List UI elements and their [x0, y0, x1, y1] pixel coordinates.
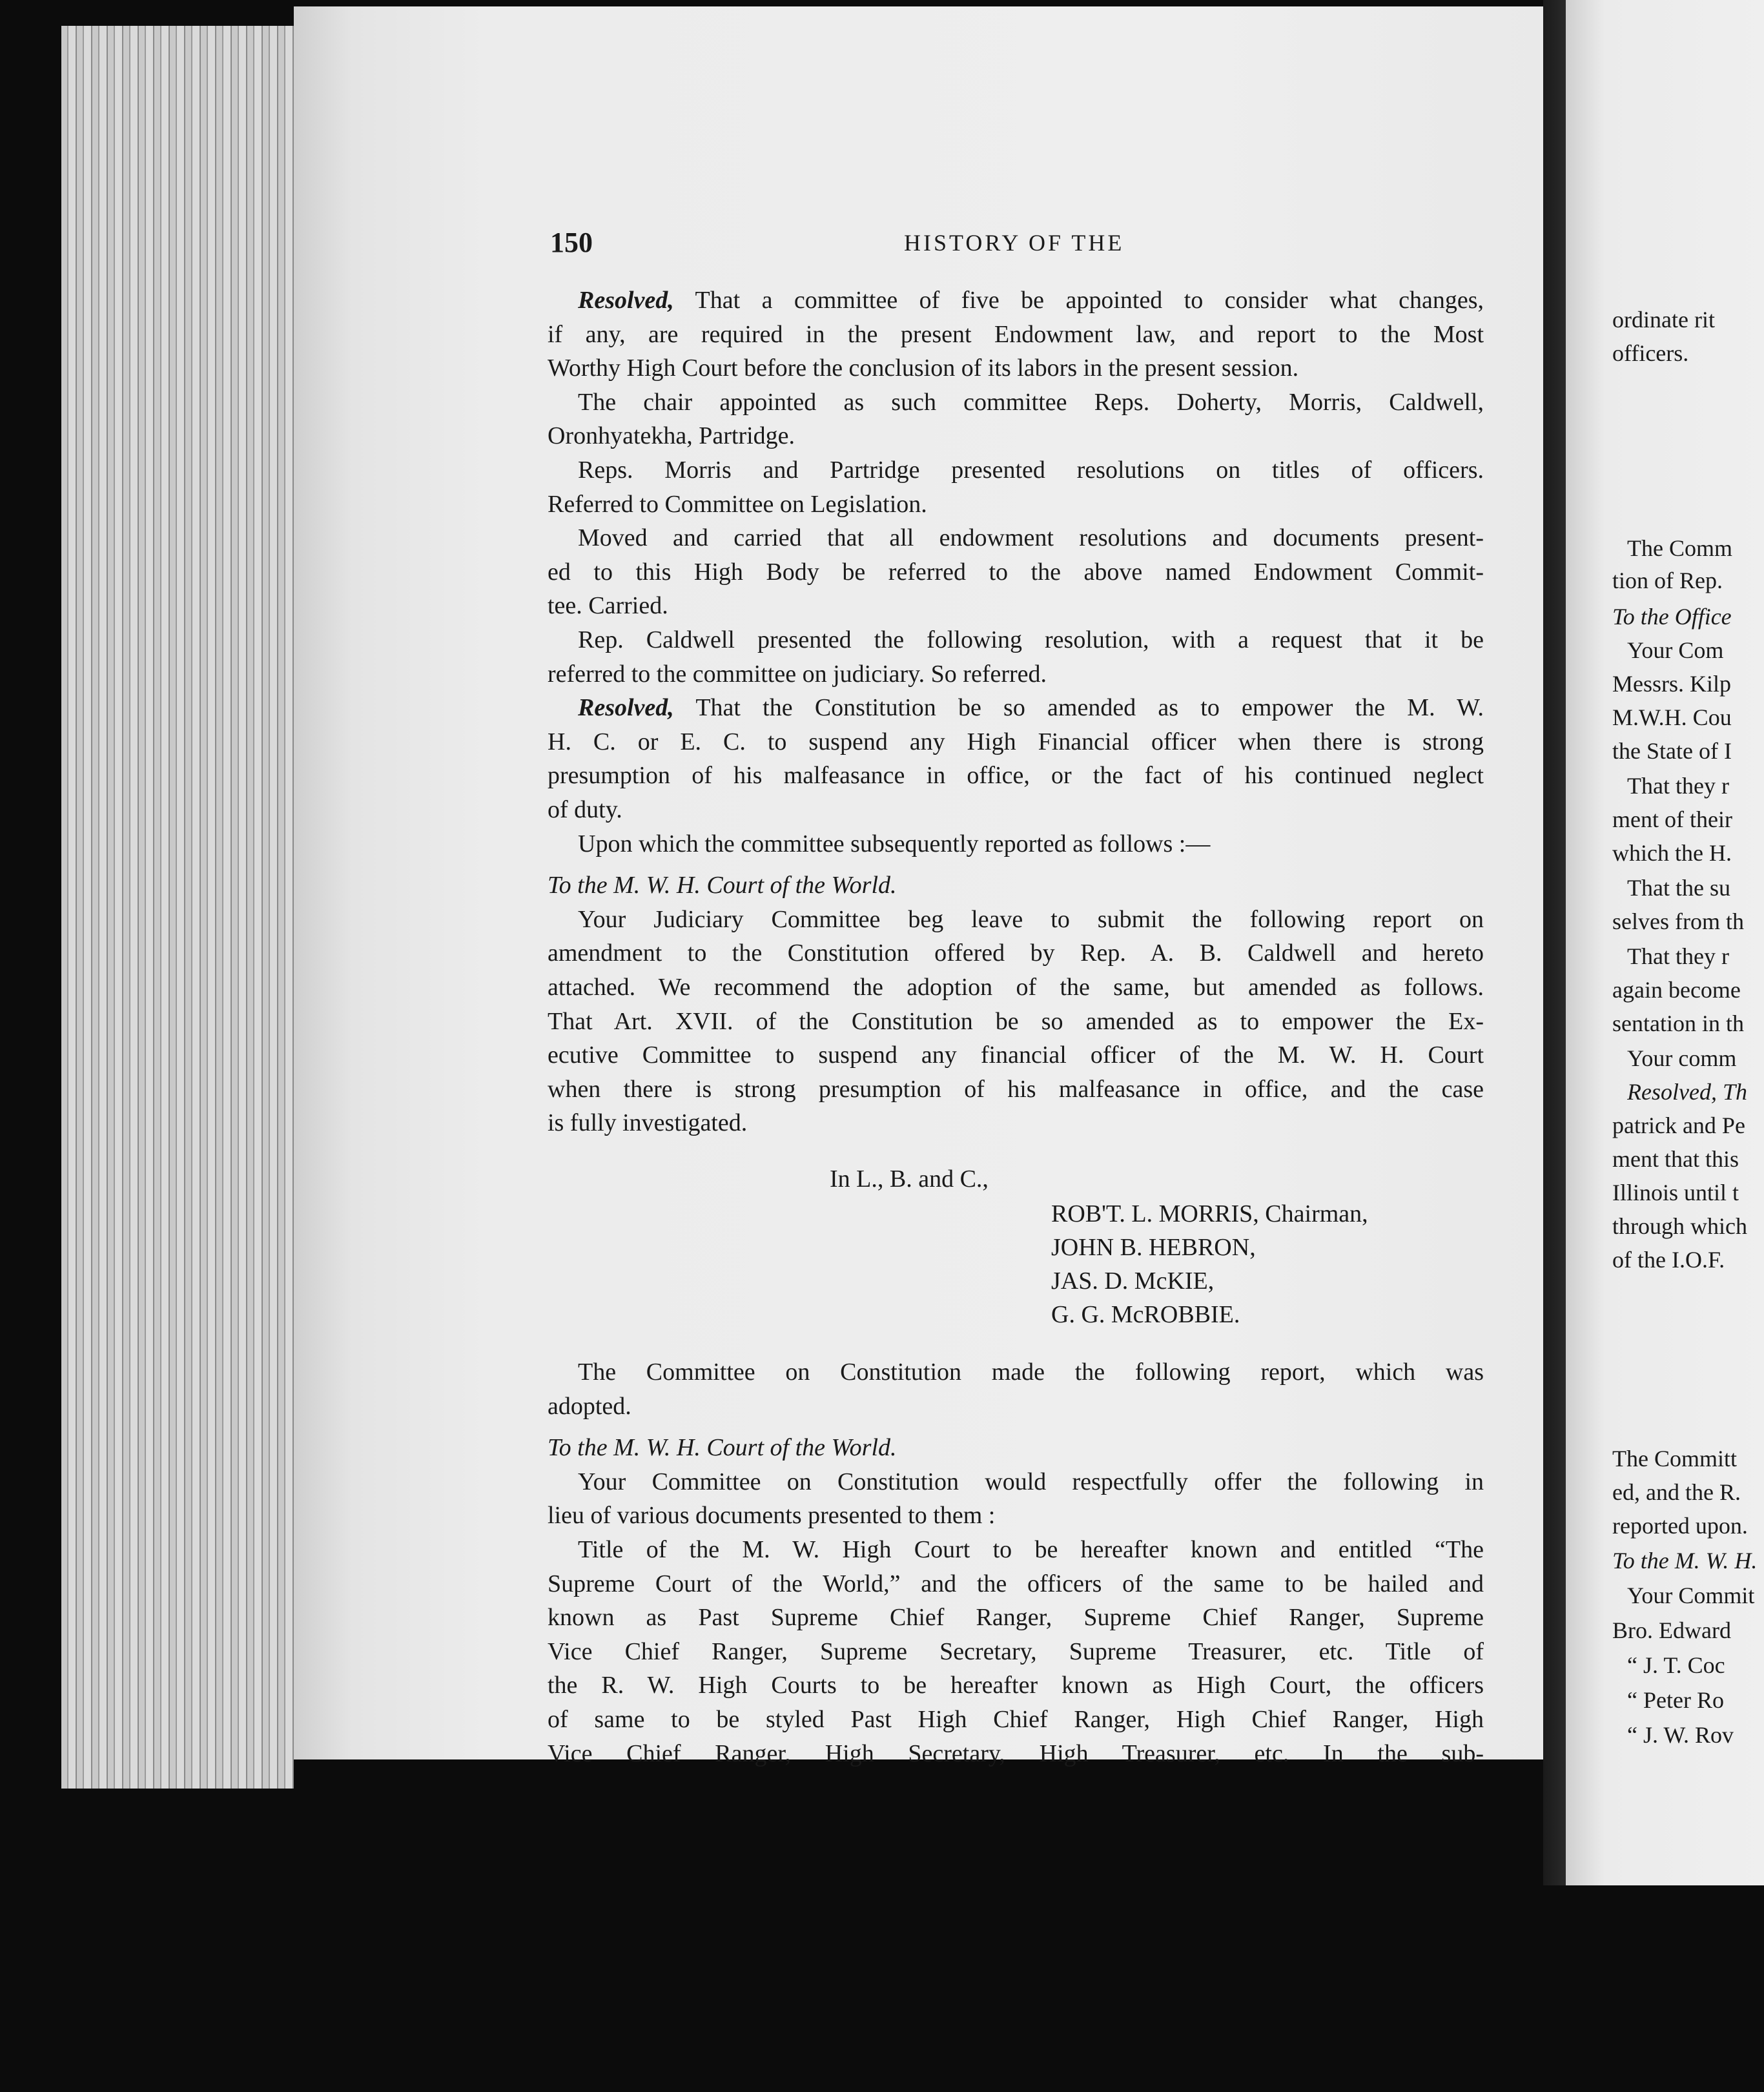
running-head: HISTORY OF THE [904, 230, 1125, 256]
right-page-line: Messrs. Kilp [1612, 671, 1732, 697]
signatory: G. G. McROBBIE. [1051, 1301, 1240, 1328]
line-text: of same to be styled Past High Chief Ranger, High Chief Ranger, High [548, 1706, 1484, 1733]
line-text: Upon which the committee subsequently reported as follows :— [578, 830, 1211, 857]
text-line [548, 554, 1484, 590]
line-text: Your Committee on Constitution would respectfully offer the following in [578, 1468, 1484, 1495]
line-text: Reps. Morris and Partridge presented resolutions on titles of officers. [578, 456, 1484, 484]
line-text: Vice Chief Ranger, Supreme Secretary, Supreme Treasurer, etc. Title of [548, 1637, 1484, 1665]
text-line [548, 1003, 1484, 1040]
text-line [548, 1430, 1484, 1466]
signoff: In L., B. and C., [830, 1165, 989, 1193]
right-page-line: ed, and the R. [1612, 1479, 1741, 1505]
line-text: Oronhyatekha, Partridge. [548, 422, 795, 450]
text-line [548, 1566, 1484, 1602]
right-page-line: reported upon. [1612, 1513, 1748, 1539]
right-page-line: Your Commit [1627, 1583, 1755, 1608]
text-line [548, 935, 1484, 971]
line-text: Vice Chief Ranger, High Secretary, High Treasurer, etc. In the sub- [548, 1739, 1484, 1767]
line-text: if any, are required in the present Endowment law, and report to the Most [548, 320, 1484, 348]
line-text: the R. W. High Courts to be hereafter known as High Court, the officers [548, 1672, 1484, 1699]
line-text: of duty. [548, 796, 622, 823]
text-line [548, 969, 1484, 1005]
text-line [548, 757, 1484, 794]
right-page-line: That they r [1627, 943, 1729, 969]
right-page-line: Illinois until t [1612, 1180, 1739, 1205]
text-line [578, 901, 1484, 938]
line-text: Moved and carried that all endowment resolutions and documents present- [578, 524, 1484, 552]
text-line [578, 1532, 1484, 1568]
text-line [578, 622, 1484, 658]
text-line [578, 1464, 1484, 1500]
text-line [578, 1354, 1484, 1390]
text-line [548, 1388, 1484, 1424]
line-text: Supreme Court of the World,” and the officers of the same to be hailed and [548, 1570, 1484, 1597]
right-page-line: Bro. Edward [1612, 1617, 1731, 1643]
gutter-shadow [1543, 0, 1566, 1885]
line-text: Title of the M. W. High Court to be hereafter known and entitled “The [578, 1536, 1484, 1563]
text-line [578, 384, 1484, 420]
right-page-line: Your comm [1627, 1045, 1737, 1071]
right-page-line: which the H. [1612, 840, 1732, 866]
line-text: adopted. [548, 1392, 631, 1420]
line-text: when there is strong presumption of his malfeasance in office, and the case [548, 1075, 1484, 1103]
line-text: ed to this High Body be referred to the above named Endowment Commit- [548, 558, 1484, 586]
line-text: is fully investigated. [548, 1109, 748, 1137]
right-page-line: officers. [1612, 340, 1689, 366]
line-text: That Art. XVII. of the Constitution be so amended as to empower the Ex- [548, 1007, 1484, 1035]
text-line [548, 1634, 1484, 1670]
line-text: lieu of various documents presented to them : [548, 1502, 996, 1530]
right-page-line: of the I.O.F. [1612, 1247, 1725, 1273]
line-text: That a committee of five be appointed to consider what changes, [673, 287, 1484, 314]
line-text: ecutive Committee to suspend any financial officer of the M. W. H. Court [548, 1041, 1484, 1069]
right-page-line: “ J. W. Rov [1627, 1722, 1734, 1748]
italic-lead: Resolved, [578, 694, 674, 722]
line-text: Your Judiciary Committee beg leave to submit the following report on [578, 905, 1484, 933]
text-line [548, 316, 1484, 353]
right-page-line: To the M. W. H. [1612, 1548, 1758, 1574]
right-page-line: sentation in th [1612, 1010, 1744, 1036]
text-line [548, 1736, 1484, 1772]
text-line [578, 452, 1484, 488]
line-text: The chair appointed as such committee Reps. Doherty, Morris, Caldwell, [578, 388, 1484, 416]
line-text: Worthy High Court before the conclusion of its labors in the present session. [548, 354, 1299, 382]
line-text: presumption of his malfeasance in office, or the fact of his continued neglect [548, 762, 1484, 790]
text-line [578, 826, 1484, 862]
text-line [578, 690, 1484, 726]
text-line [548, 656, 1484, 692]
line-text: known as Past Supreme Chief Ranger, Supreme Chief Ranger, Supreme [548, 1604, 1484, 1632]
text-line [548, 867, 1484, 903]
right-page-line: Your Com [1627, 637, 1724, 663]
signatory: JOHN B. HEBRON, [1051, 1234, 1256, 1261]
line-text: H. C. or E. C. to suspend any High Financial officer when there is strong [548, 728, 1484, 755]
right-page-line: ment that this [1612, 1146, 1739, 1172]
line-text: Referred to Committee on Legislation. [548, 490, 927, 518]
text-line [548, 418, 1484, 454]
right-page-line: ordinate rit [1612, 307, 1715, 333]
page-number: 150 [550, 227, 593, 258]
text-line [548, 792, 1484, 828]
text-line [548, 588, 1484, 624]
right-page-line: “ J. T. Coc [1627, 1652, 1725, 1678]
text-line [548, 486, 1484, 522]
text-line [548, 350, 1484, 386]
text-line [548, 1037, 1484, 1073]
right-page-line: That they r [1627, 773, 1729, 799]
italic-lead: Resolved, [578, 287, 674, 314]
text-line [548, 1497, 1484, 1533]
right-page-line: Resolved, Th [1627, 1079, 1747, 1105]
line-text: attached. We recommend the adoption of the same, but amended as follows. [548, 974, 1484, 1001]
line-text: Rep. Caldwell presented the following resolution, with a request that it be [578, 626, 1484, 653]
right-page-line: the State of I [1612, 738, 1732, 764]
right-page-line: To the Office [1612, 604, 1732, 630]
text-line [578, 282, 1484, 318]
line-text: The Committee on Constitution made the following report, which was [578, 1359, 1484, 1386]
line-text: That the Constitution be so amended as to empower the M. W. [673, 694, 1484, 722]
line-text: amendment to the Constitution offered by Rep. A. B. Caldwell and hereto [548, 939, 1484, 967]
page-edges [61, 26, 294, 1789]
italic-heading: To the M. W. H. Court of the World. [548, 872, 897, 899]
line-text: referred to the committee on judiciary. So referred. [548, 660, 1047, 688]
right-page-line: The Committ [1612, 1446, 1737, 1472]
text-line [548, 1071, 1484, 1107]
text-line [548, 1667, 1484, 1703]
text-line [578, 520, 1484, 556]
right-page-line: That the su [1627, 875, 1730, 901]
text-line [548, 1701, 1484, 1738]
right-page-line: patrick and Pe [1612, 1113, 1745, 1138]
right-page-line: M.W.H. Cou [1612, 704, 1732, 730]
right-page-line: tion of Rep. [1612, 568, 1723, 593]
right-page-line: ment of their [1612, 806, 1732, 832]
line-text: tee. Carried. [548, 592, 668, 620]
signatory: JAS. D. McKIE, [1051, 1267, 1215, 1295]
right-page-line: again become [1612, 977, 1741, 1003]
right-page-line: selves from th [1612, 908, 1744, 934]
text-line [548, 724, 1484, 760]
text-line [548, 1105, 1484, 1141]
text-line [548, 1599, 1484, 1636]
signatory: ROB'T. L. MORRIS, Chairman, [1051, 1200, 1368, 1227]
italic-heading: To the M. W. H. Court of the World. [548, 1434, 897, 1462]
right-page-line: The Comm [1627, 535, 1732, 561]
right-page-line: “ Peter Ro [1627, 1687, 1724, 1713]
right-page-line: through which [1612, 1213, 1747, 1239]
